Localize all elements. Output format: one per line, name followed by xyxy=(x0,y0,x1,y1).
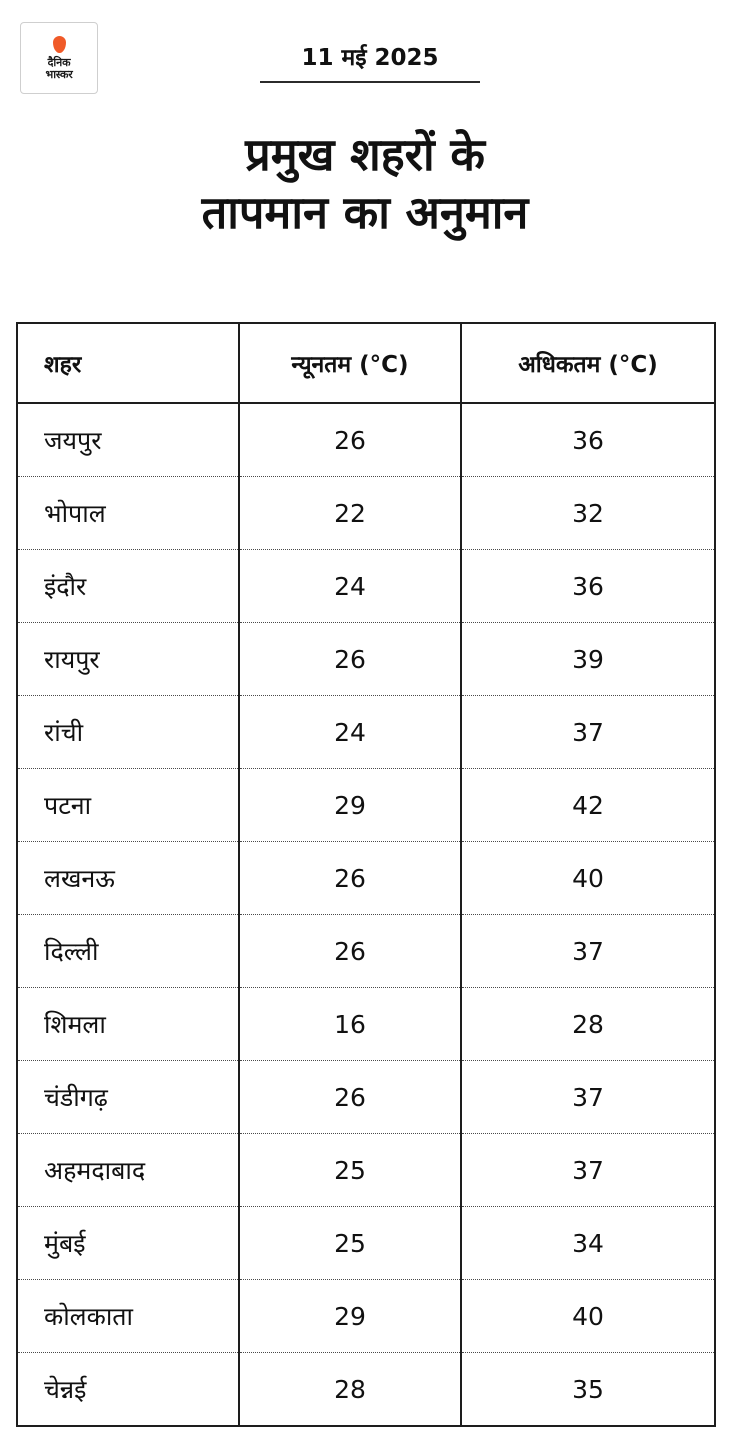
table-row xyxy=(17,696,715,769)
cell-city: रांची xyxy=(17,696,239,769)
table-header-row xyxy=(17,323,715,403)
table-row xyxy=(17,550,715,623)
cell-city: अहमदाबाद xyxy=(17,1134,239,1207)
cell-max: 40 xyxy=(461,842,715,915)
cell-max: 28 xyxy=(461,988,715,1061)
cell-city: इंदौर xyxy=(17,550,239,623)
cell-min: 26 xyxy=(239,623,461,696)
table-row xyxy=(17,1353,715,1427)
dainik-bhaskar-logo xyxy=(20,22,98,94)
table-row xyxy=(17,842,715,915)
cell-max: 42 xyxy=(461,769,715,842)
logo-line-1: दैनिक xyxy=(47,55,71,69)
cell-min: 28 xyxy=(239,1353,461,1427)
cell-min: 26 xyxy=(239,1061,461,1134)
date-block xyxy=(250,40,490,83)
cell-min: 25 xyxy=(239,1134,461,1207)
cell-min: 26 xyxy=(239,842,461,915)
cell-max: 37 xyxy=(461,1061,715,1134)
cell-max: 39 xyxy=(461,623,715,696)
temperature-table-wrapper xyxy=(16,322,714,1427)
page-title-line-2: तापमान का अनुमान xyxy=(201,185,529,239)
cell-city: जयपुर xyxy=(17,403,239,477)
cell-city: लखनऊ xyxy=(17,842,239,915)
table-row xyxy=(17,988,715,1061)
table-row xyxy=(17,1134,715,1207)
page-header xyxy=(0,0,730,112)
table-row xyxy=(17,1207,715,1280)
cell-min: 26 xyxy=(239,403,461,477)
table-body xyxy=(17,403,715,1426)
cell-max: 37 xyxy=(461,1134,715,1207)
cell-max: 35 xyxy=(572,1374,604,1404)
cell-city: चेन्नई xyxy=(17,1353,239,1427)
table-row xyxy=(17,623,715,696)
cell-city: मुंबई xyxy=(17,1207,239,1280)
cell-max: 37 xyxy=(461,915,715,988)
cell-min: 24 xyxy=(239,696,461,769)
cell-max: 34 xyxy=(461,1207,715,1280)
cell-max: 40 xyxy=(461,1280,715,1353)
logo-line-2: भास्कर xyxy=(45,67,73,81)
cell-min: 26 xyxy=(239,915,461,988)
table-row xyxy=(17,403,715,477)
table-row xyxy=(17,477,715,550)
cell-min: 29 xyxy=(239,1280,461,1353)
cell-max: 36 xyxy=(461,403,715,477)
cell-max: 32 xyxy=(461,477,715,550)
cell-city: चंडीगढ़ xyxy=(17,1061,239,1134)
cell-min: 16 xyxy=(239,988,461,1061)
table-row xyxy=(17,1280,715,1353)
column-header-max: अधिकतम (°C) xyxy=(461,323,715,403)
cell-min: 29 xyxy=(239,769,461,842)
cell-min: 24 xyxy=(239,550,461,623)
cell-max: 37 xyxy=(461,696,715,769)
page-title xyxy=(0,126,730,241)
cell-city: शिमला xyxy=(17,988,239,1061)
temperature-table xyxy=(16,322,716,1427)
cell-max: 36 xyxy=(461,550,715,623)
table-row xyxy=(17,1061,715,1134)
table-header xyxy=(17,323,715,403)
publication-date: 11 मई 2025 xyxy=(301,45,439,71)
cell-city: कोलकाता xyxy=(17,1280,239,1353)
table-row xyxy=(17,769,715,842)
cell-min: 22 xyxy=(239,477,461,550)
column-header-min: न्यूनतम (°C) xyxy=(239,323,461,403)
cell-city: दिल्ली xyxy=(17,915,239,988)
cell-city: पटना xyxy=(17,769,239,842)
table-row xyxy=(17,915,715,988)
cell-min: 25 xyxy=(239,1207,461,1280)
column-header-city: शहर xyxy=(17,323,239,403)
cell-city: भोपाल xyxy=(17,477,239,550)
date-underline xyxy=(260,81,480,83)
page-title-line-1: प्रमुख शहरों के xyxy=(245,128,485,181)
cell-city: रायपुर xyxy=(17,623,239,696)
flame-icon xyxy=(53,36,66,53)
